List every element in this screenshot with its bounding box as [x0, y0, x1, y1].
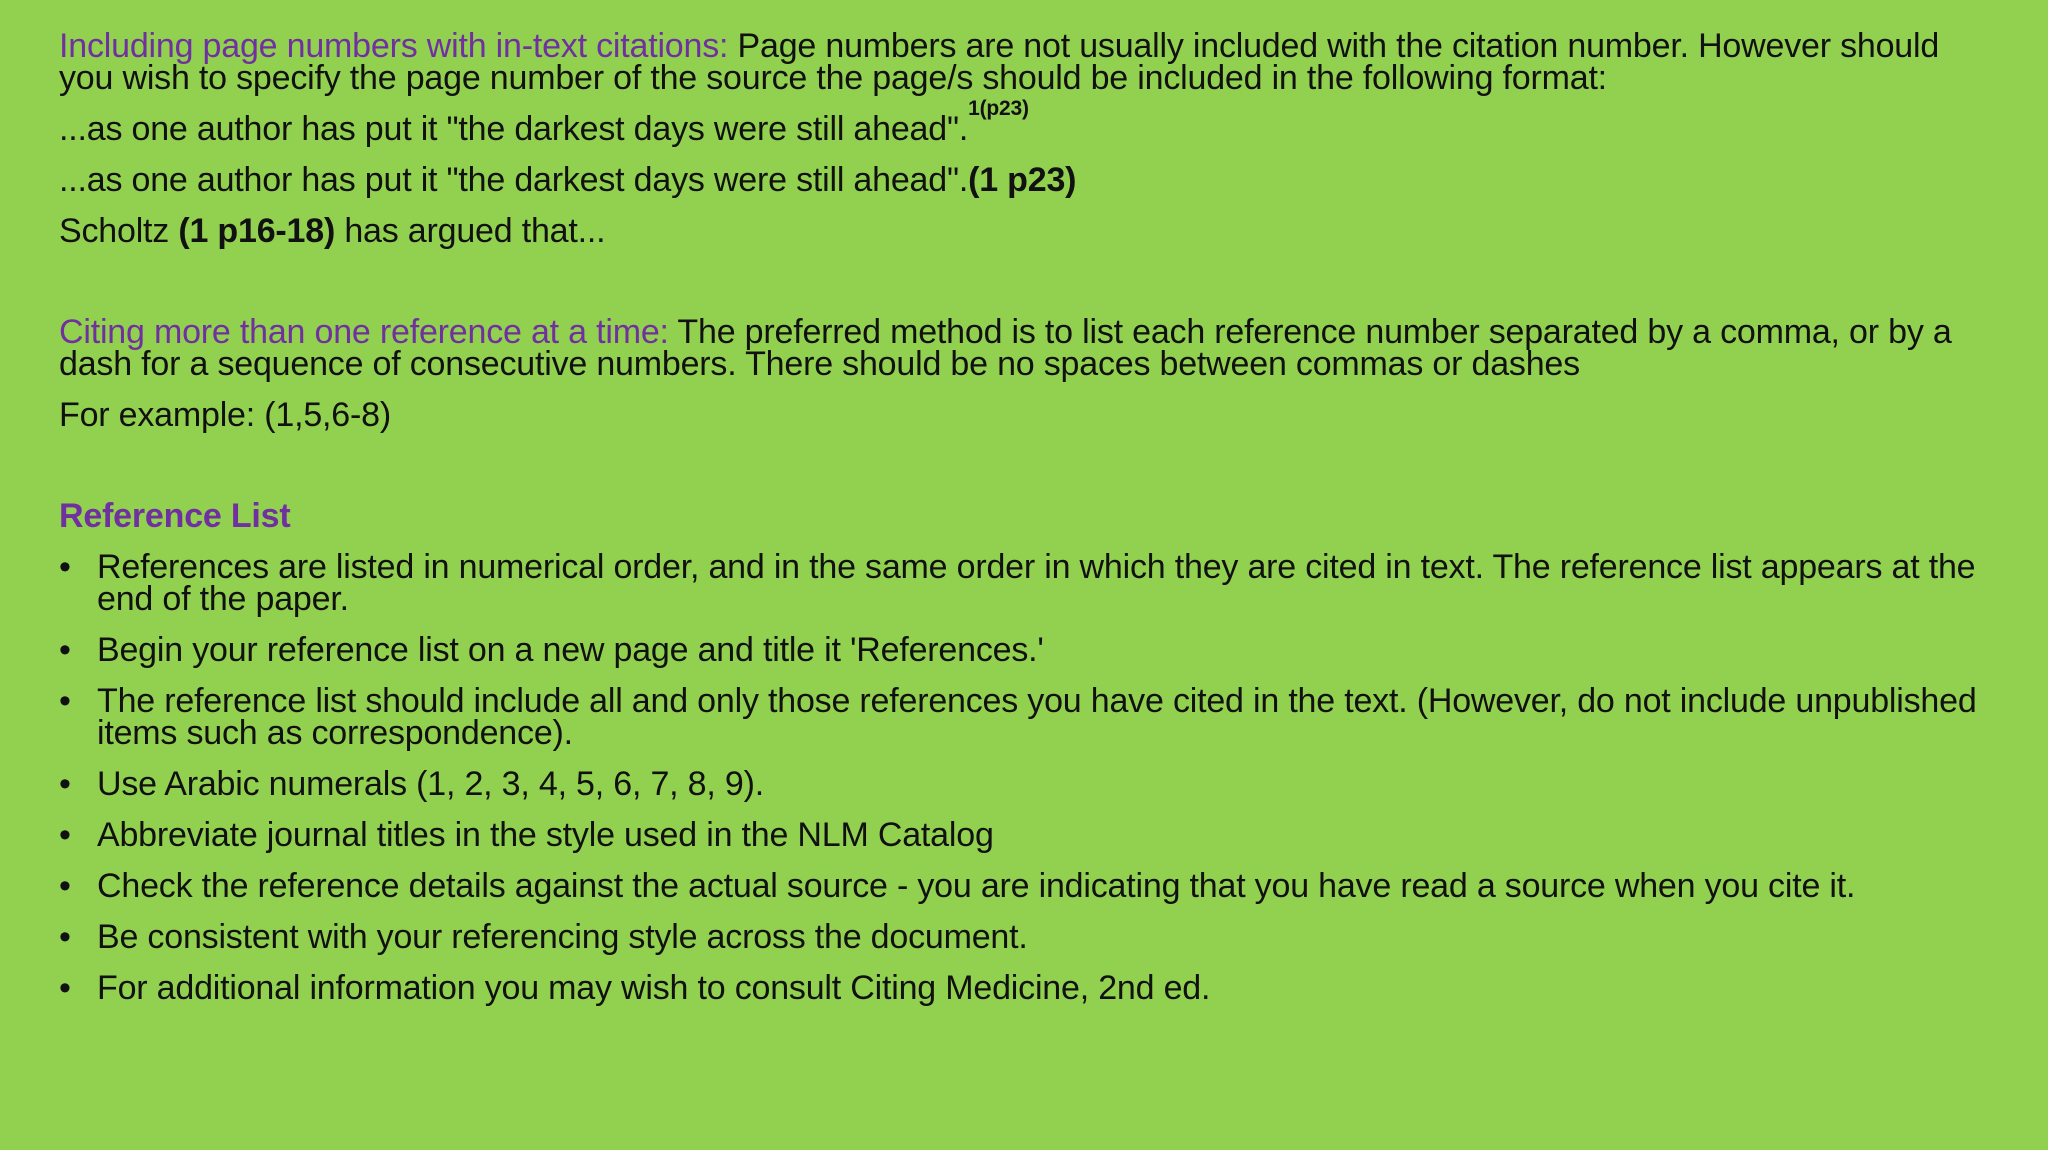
list-item: [59, 816, 1999, 854]
multiple-references-label: Citing more than one reference at a time:: [59, 313, 669, 351]
example-bracket-citation: [59, 161, 1999, 199]
spacer: [59, 450, 1999, 500]
list-item-text: Use Arabic numerals (1, 2, 3, 4, 5, 6, 7, 8, 9).: [97, 765, 764, 803]
bullet-icon: •: [59, 548, 71, 586]
list-item-text: Abbreviate journal titles in the style used in the NLM Catalog: [97, 816, 994, 854]
list-item-text: Be consistent with your referencing style across the document.: [97, 918, 1028, 956]
list-item: [59, 631, 1999, 669]
list-item-text: Check the reference details against the actual source - you are indicating that you have read a source when you cite it.: [97, 867, 1856, 905]
superscript-page-citation: 1(p23): [968, 97, 1029, 120]
bracket-page-citation: (1 p23): [968, 161, 1077, 199]
list-item: [59, 765, 1999, 803]
slide-content: [59, 27, 1999, 1023]
example-superscript-citation: [59, 97, 1999, 148]
multiple-references-text: The preferred method is to list each reference number separated by a comma, or by a dash for a sequence of consecutive numbers. There should be no spaces between commas or dashes: [59, 313, 1952, 383]
list-item: [59, 682, 1999, 752]
bullet-icon: •: [59, 816, 71, 854]
bullet-icon: •: [59, 682, 71, 720]
bullet-icon: •: [59, 918, 71, 956]
example-author-citation: [59, 212, 1999, 250]
spacer: [59, 266, 1999, 316]
bullet-icon: •: [59, 631, 71, 669]
author-name: Scholtz: [59, 212, 179, 250]
bullet-icon: •: [59, 765, 71, 803]
multiple-references-paragraph: [59, 313, 1999, 383]
multiple-references-example: For example: (1,5,6-8): [59, 396, 391, 434]
list-item-text: References are listed in numerical order, and in the same order in which they are cited in text. The reference list appears at the end of the paper.: [97, 548, 1976, 618]
list-item-text: The reference list should include all and only those references you have cited in the text. (However, do not include unpublished items such as correspondence).: [97, 682, 1977, 752]
list-item: [59, 867, 1999, 905]
example-quote-text: ...as one author has put it "the darkest days were still ahead".: [59, 110, 969, 148]
bullet-icon: •: [59, 867, 71, 905]
example-quote-text: ...as one author has put it "the darkest days were still ahead".: [59, 161, 969, 199]
author-text-after: has argued that...: [335, 212, 606, 250]
list-item: [59, 969, 1999, 1007]
list-item-text: For additional information you may wish to consult Citing Medicine, 2nd ed.: [97, 969, 1211, 1007]
intext-citations-paragraph: [59, 27, 1999, 97]
list-item-text: Begin your reference list on a new page and title it 'References.': [97, 631, 1044, 669]
list-item: [59, 918, 1999, 956]
intext-citations-label: Including page numbers with in-text citations:: [59, 27, 729, 65]
author-page-citation: (1 p16-18): [178, 212, 336, 250]
intext-citations-text: Page numbers are not usually included with the citation number. However should you wish to specify the page number of the source the page/s should be included in the following format:: [59, 27, 1940, 97]
reference-list-bullets: [59, 548, 1999, 1007]
reference-list-heading: Reference List: [59, 497, 291, 535]
list-item: [59, 548, 1999, 618]
bullet-icon: •: [59, 969, 71, 1007]
